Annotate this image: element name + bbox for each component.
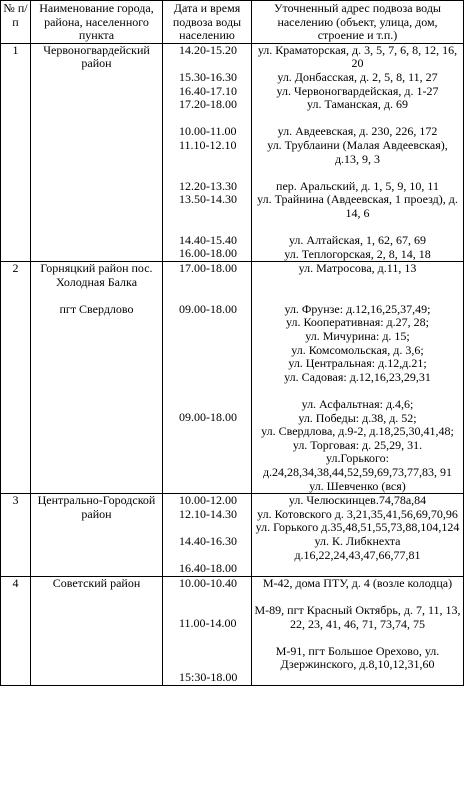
row-num: 2 — [1, 262, 31, 494]
header-address: Уточненный адрес подвоза воды населению (объект, улица, дом, строение и т.п.) — [252, 1, 464, 44]
row-addresses — [252, 494, 464, 577]
row-times — [163, 494, 252, 577]
address-entry: ул. Горького д.35,48,51,55,73,88,104,124 — [255, 520, 460, 535]
time-slot: 12.20-13.30 — [179, 178, 237, 193]
time-slot: 13.50-14.30 — [179, 192, 237, 207]
time-slot: 11.00-14.00 — [179, 616, 237, 631]
address-entry: М-89, пгт Красный Октябрь, д. 7, 11, 13, 22, 23, 41, 46, 71, 73,74, 75 — [254, 602, 461, 631]
time-slot: 16.40-17.10 — [179, 83, 237, 98]
time-slot: 15:30-18.00 — [179, 669, 238, 684]
place-name-secondary: пгт Свердлово — [59, 302, 134, 317]
row-place: Червоногвардейский район — [31, 43, 163, 262]
address-entry: ул. Матросова, д.11, 13 — [298, 261, 417, 276]
address-entry: М-91, пгт Большое Орехово, ул. Дзержинского, д.8,10,12,31,60 — [275, 643, 440, 672]
address-entry: ул. Трайнина (Авдеевская, 1 проезд), д. 14, 6 — [257, 192, 458, 220]
row-times — [163, 43, 252, 262]
header-time: Дата и время подвоза воды населению — [163, 1, 252, 44]
address-entry: ул. Авдеевская, д. 230, 226, 172 — [277, 124, 438, 139]
place-name: Горняцкий район пос. Холодная Балка — [40, 261, 153, 289]
address-entry: ул. Свердлова, д.9-2, д.18,25,30,41,48; — [261, 424, 454, 439]
address-entry: ул. Алтайская, 1, 62, 67, 69 — [288, 233, 427, 248]
header-row — [1, 1, 464, 44]
time-slot: 14.20-15.20 — [179, 42, 237, 57]
time-slot: 11.10-12.10 — [179, 137, 237, 152]
table-row — [1, 262, 464, 494]
time-slot: 09.00-18.00 — [179, 410, 237, 425]
time-slot: 17.00-18.00 — [179, 261, 237, 276]
address-entry: ул. Краматорская, д. 3, 5, 7, 6, 8, 12, 16, 20 — [257, 42, 458, 71]
time-slot: 17.20-18.00 — [179, 97, 237, 112]
address-entry: ул. Победы: д.38, д. 52; — [298, 410, 417, 425]
address-entry: пер. Аральский, д. 1, 5, 9, 10, 11 — [276, 178, 439, 193]
table-row — [1, 494, 464, 577]
time-slot: 10.00-10.40 — [179, 575, 237, 590]
time-slot: 09.00-18.00 — [179, 301, 237, 316]
row-place — [31, 262, 163, 494]
table-row — [1, 576, 464, 685]
address-entry: ул. Донбасская, д. 2, 5, 8, 11, 27 — [277, 69, 438, 84]
address-entry: ул. Теплогорская, 2, 8, 14, 18 — [284, 246, 431, 261]
time-slot: 16.00-18.00 — [179, 246, 237, 261]
row-addresses — [252, 576, 464, 685]
address-entry: ул. Червоногвардейская, д. 1-27 — [276, 83, 439, 98]
time-slot: 15.30-16.30 — [179, 69, 237, 84]
row-num: 4 — [1, 576, 31, 685]
row-place: Советский район — [31, 576, 163, 685]
address-entry: ул. Трублаини (Малая Авдеевская), д.13, 9, 3 — [267, 137, 448, 166]
address-entry: ул. К. Либкнехта д.16,22,24,43,47,66,77,81 — [294, 533, 421, 562]
row-num: 1 — [1, 43, 31, 262]
time-slot: 14.40-16.30 — [179, 533, 237, 548]
address-entry: М-42, дома ПТУ, д. 4 (возле колодца) — [262, 575, 453, 590]
address-entry: ул. Фрунзе: д.12,16,25,37,49; — [284, 301, 431, 316]
address-entry: ул.Горького: д.24,28,34,38,44,52,59,69,73,77,83, 91 — [262, 451, 453, 479]
row-times — [163, 262, 252, 494]
address-entry: ул. Торговая: д. 25,29, 31. — [292, 437, 423, 452]
address-entry: ул. Асфальтная: д.4,6; — [301, 397, 414, 412]
address-entry: ул. Садовая: д.12,16,23,29,31 — [284, 369, 431, 384]
row-addresses — [252, 43, 464, 262]
time-slot: 12.10-14.30 — [179, 506, 237, 521]
address-entry: ул. Комсомольская, д. 3,6; — [291, 342, 424, 357]
table-row — [1, 43, 464, 262]
address-entry: ул. Котовского д. 3,21,35,41,56,69,70,96 — [257, 506, 458, 521]
time-slot: 10.00-12.00 — [179, 493, 237, 508]
address-entry: ул. Мичурина: д. 15; — [305, 329, 410, 344]
header-place: Наименование города, района, населенного пункта — [31, 1, 163, 44]
time-slot: 10.00-11.00 — [179, 124, 237, 139]
address-entry: ул. Кооперативная: д.27, 28; — [285, 315, 429, 330]
row-num: 3 — [1, 494, 31, 577]
address-entry: ул. Центральная: д.12,д.21; — [288, 356, 427, 371]
time-slot: 14.40-15.40 — [179, 232, 237, 247]
address-entry: ул. Челюскинцев.74,78а,84 — [288, 493, 427, 508]
address-entry: ул. Таманская, д. 69 — [306, 97, 408, 112]
address-entry: ул. Шевченко (вся) — [309, 478, 406, 493]
header-num: № п/п — [1, 1, 31, 44]
row-place: Центрально-Городской район — [31, 494, 163, 577]
time-slot: 16.40-18.00 — [179, 561, 237, 576]
row-times — [163, 576, 252, 685]
row-addresses — [252, 262, 464, 494]
